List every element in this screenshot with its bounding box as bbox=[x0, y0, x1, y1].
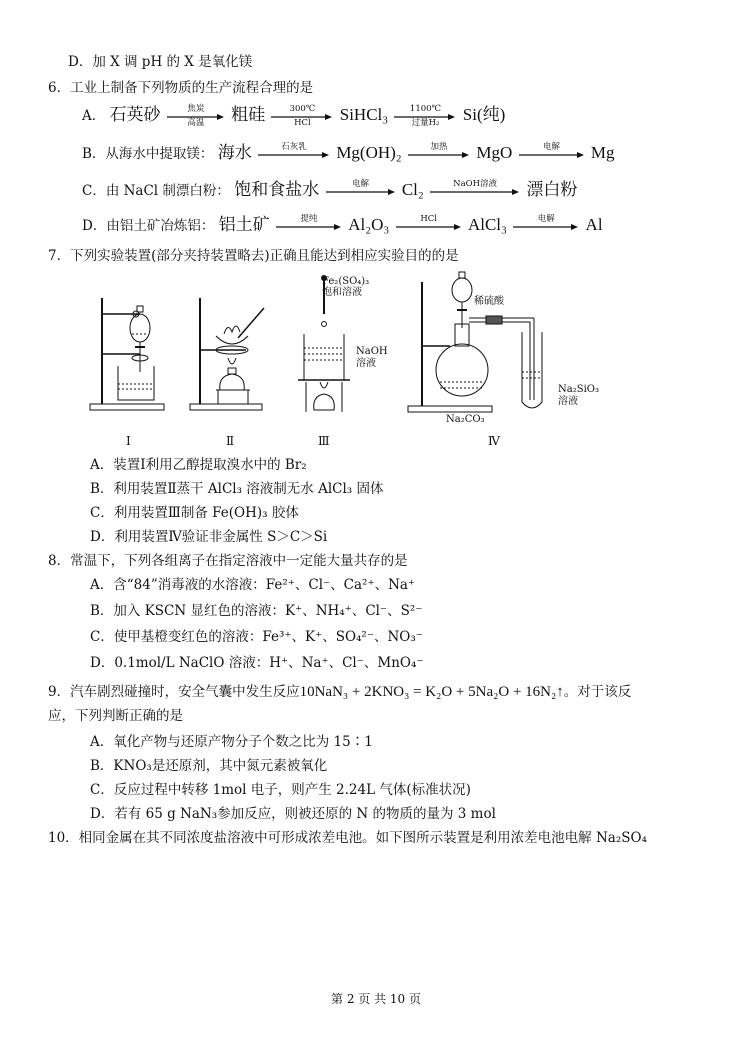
caption-1: Ⅰ bbox=[126, 434, 131, 448]
q7-stem: 7．下列实验装置(部分夹持装置略去)正确且能达到相应实验目的的是 bbox=[48, 248, 459, 264]
q10-stem: 10．相同金属在其不同浓度盐溶液中可形成浓差电池。如下图所示装置是利用浓差电池电解 Na₂SO₄ bbox=[48, 830, 647, 846]
q6a-arrow-1: 焦炭 高温 bbox=[167, 107, 225, 127]
q6a-s2: 粗硅 bbox=[231, 105, 266, 124]
q7-option-c: C．利用装置Ⅲ制备 Fe(OH)₃ 胶体 bbox=[90, 505, 299, 521]
q6a-s1: 石英砂 bbox=[109, 105, 161, 124]
q6d-s2: Al₂O₃ bbox=[348, 215, 390, 234]
q7-option-b: B．利用装置Ⅱ蒸干 AlCl₃ 溶液制无水 AlCl₃ 固体 bbox=[90, 481, 384, 497]
q6b-label: B．从海水中提取镁： bbox=[82, 146, 214, 162]
fe2so43-label: Fe₂(SO₄)₃ 饱和溶液 bbox=[322, 276, 370, 298]
q6c-s1: 饱和食盐水 bbox=[234, 180, 320, 199]
q6d-s1: 铝土矿 bbox=[218, 215, 270, 234]
q7-option-a: A．装置Ⅰ利用乙醇提取溴水中的 Br₂ bbox=[90, 457, 307, 473]
apparatus-4-diagram bbox=[406, 262, 566, 422]
q9-stem-b: 。对于该反 bbox=[563, 684, 632, 700]
caption-4: Ⅳ bbox=[488, 434, 500, 448]
q6a-label: A． bbox=[82, 108, 106, 124]
q6d-arrow-3: 电解 bbox=[513, 217, 579, 237]
q6b-arrow-3: 电解 bbox=[519, 145, 585, 165]
q6a-s4: Si(纯) bbox=[462, 105, 506, 124]
q8-option-a: A．含“84”消毒液的水溶液：Fe²⁺、Cl⁻、Ca²⁺、Na⁺ bbox=[90, 577, 416, 593]
q6b-arrow-1: 石灰乳 bbox=[258, 145, 330, 165]
q6b-s2: Mg(OH)₂ bbox=[336, 143, 402, 162]
q7-option-d: D．利用装置Ⅳ验证非金属性 S＞C＞Si bbox=[90, 529, 328, 545]
q6c-arrow-1: 电解 bbox=[326, 182, 396, 202]
q6d-s4: Al bbox=[585, 215, 603, 234]
q6a-arrow-3: 1100℃ 过量H₂ bbox=[394, 107, 456, 127]
q5-option-d: D．加 X 调 pH 的 X 是氧化镁 bbox=[68, 54, 253, 70]
q6b-s1: 海水 bbox=[217, 143, 252, 162]
apparatus-1-diagram bbox=[88, 292, 170, 417]
caption-3: Ⅲ bbox=[318, 434, 330, 448]
q6b-arrow-2: 加热 bbox=[408, 145, 470, 165]
q6c-label: C．由 NaCl 制漂白粉： bbox=[82, 183, 230, 199]
q9-equation: 10NaN₃ + 2KNO₃ = K₂O + 5Na₂O + 16N₂↑ bbox=[299, 684, 564, 700]
q6a-s3: SiHCl₃ bbox=[339, 105, 389, 124]
q8-option-c: C．使甲基橙变红色的溶液：Fe³⁺、K⁺、SO₄²⁻、NO₃⁻ bbox=[90, 629, 423, 645]
naoh-label: NaOH 溶液 bbox=[356, 346, 388, 369]
q8-option-b: B．加入 KSCN 显红色的溶液：K⁺、NH₄⁺、Cl⁻、S²⁻ bbox=[90, 603, 423, 619]
q9-stem-line1 bbox=[48, 683, 631, 701]
q6-option-a bbox=[82, 103, 506, 128]
q6c-s3: 漂白粉 bbox=[526, 180, 578, 199]
q6a-arrow-2: 300℃ HCl bbox=[271, 107, 333, 127]
q6d-s3: AlCl₃ bbox=[467, 215, 507, 234]
q9-option-a: A．氧化产物与还原产物分子个数之比为 15∶1 bbox=[90, 734, 373, 750]
dilute-sulfuric-acid-label: 稀硫酸 bbox=[474, 296, 504, 307]
apparatus-2-diagram bbox=[188, 292, 268, 417]
q6d-arrow-1: 提纯 bbox=[276, 217, 342, 237]
q9-stem-a: 9．汽车剧烈碰撞时，安全气囊中发生反应 bbox=[48, 684, 300, 700]
q8-option-d: D．0.1mol/L NaClO 溶液：H⁺、Na⁺、Cl⁻、MnO₄⁻ bbox=[90, 655, 424, 671]
q9-option-c: C．反应过程中转移 1mol 电子，则产生 2.24L 气体(标准状况) bbox=[90, 782, 471, 798]
q6d-arrow-2: HCl bbox=[396, 217, 462, 237]
q6c-s2: Cl₂ bbox=[401, 180, 424, 199]
q6b-s4: Mg bbox=[590, 143, 615, 162]
q9-stem-line2: 应，下列判断正确的是 bbox=[48, 708, 183, 724]
q6d-label: D．由铝土矿冶炼铝： bbox=[82, 218, 215, 234]
q9-option-d: D．若有 65 g NaN₃参加反应，则被还原的 N 的物质的量为 3 mol bbox=[90, 806, 496, 822]
q6b-s3: MgO bbox=[476, 143, 513, 162]
caption-2: Ⅱ bbox=[226, 434, 235, 448]
na2co3-label: Na₂CO₃ bbox=[446, 414, 485, 425]
q8-stem: 8．常温下，下列各组离子在指定溶液中一定能大量共存的是 bbox=[48, 553, 408, 569]
q6-option-c bbox=[82, 178, 578, 202]
q6-stem: 6．工业上制备下列物质的生产流程合理的是 bbox=[48, 80, 314, 96]
na2sio3-label: Na₂SiO₃ 溶液 bbox=[558, 384, 599, 407]
page-footer: 第 2 页 共 10 页 bbox=[331, 992, 421, 1006]
q9-option-b: B．KNO₃是还原剂，其中氮元素被氧化 bbox=[90, 758, 328, 774]
q6-option-b bbox=[82, 141, 615, 165]
q6-option-d bbox=[82, 213, 603, 237]
q6c-arrow-2: NaOH溶液 bbox=[430, 182, 520, 202]
